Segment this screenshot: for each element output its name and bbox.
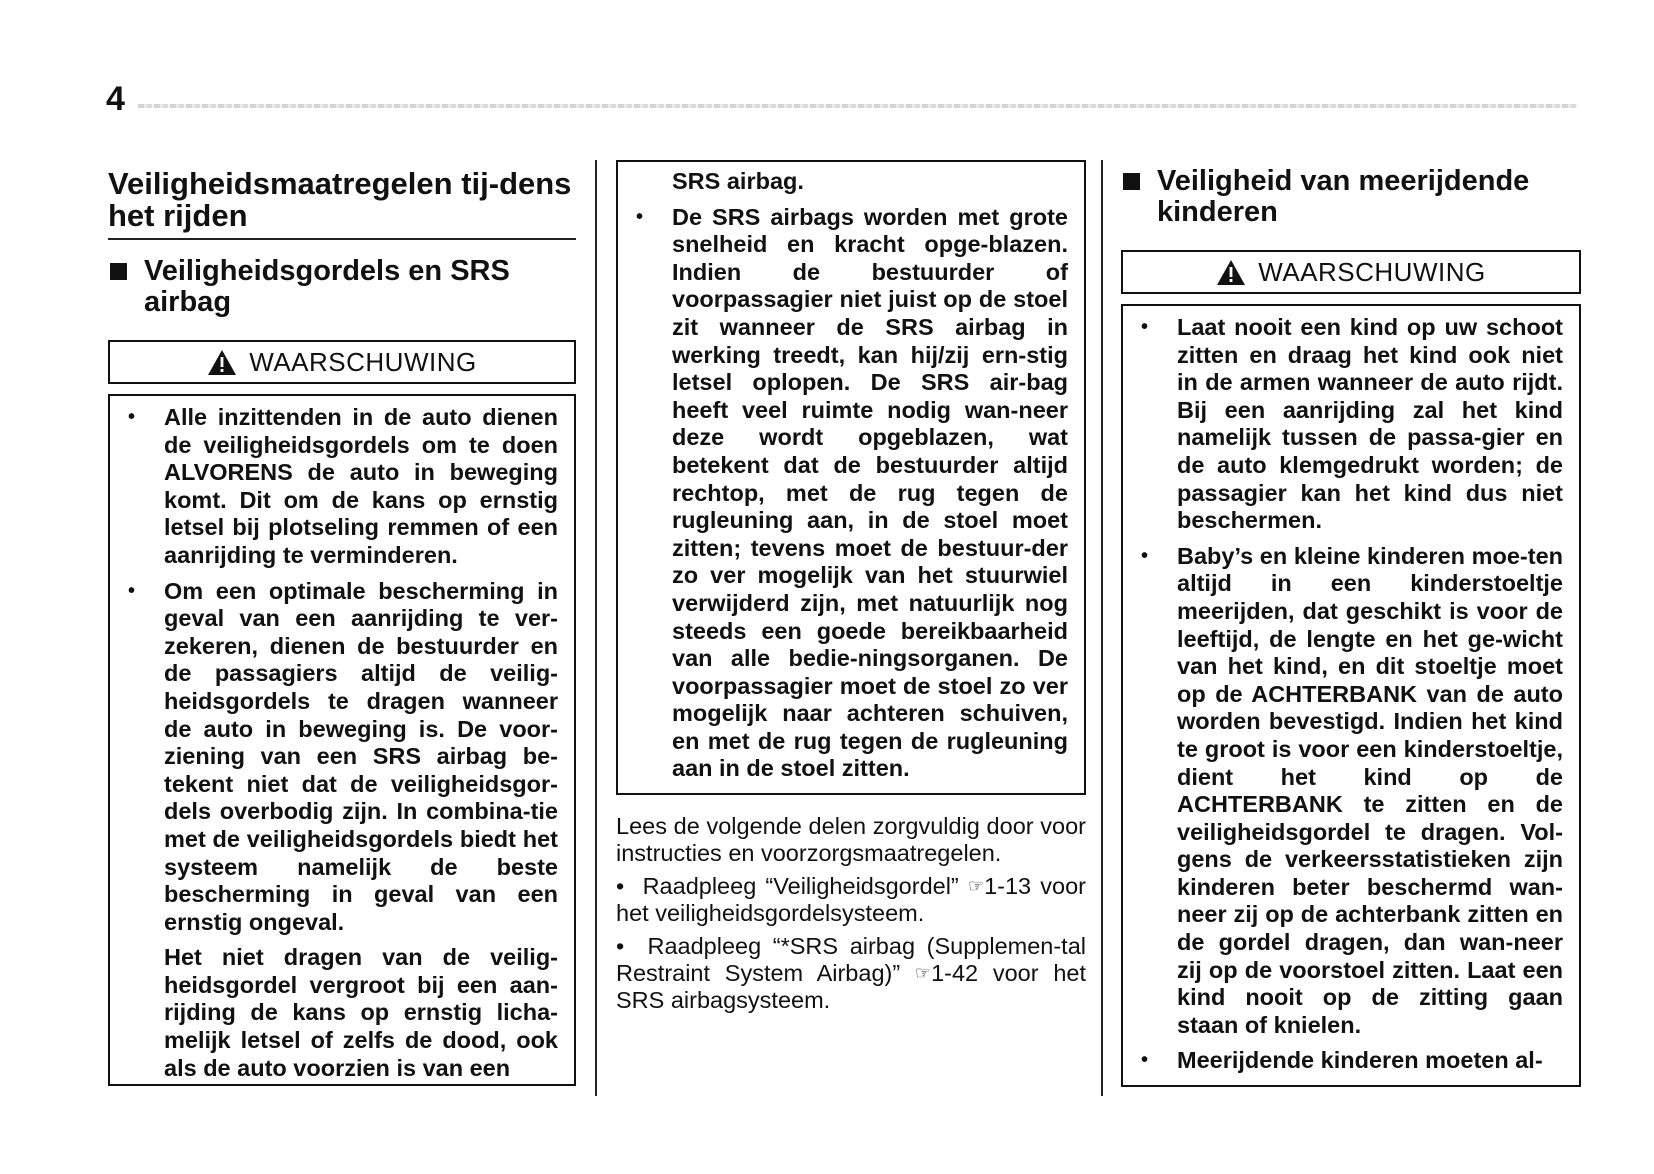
list-item-text: Laat nooit een kind op uw schoot zitten en draag het kind ook niet in de armen wanneer de auto rijdt. Bij een aanrijding zal het kind namelijk tussen de passa-gier en de auto klemgedrukt worden; de passagier kan het kind dus niet beschermen. — [1177, 314, 1563, 534]
list-item — [1139, 543, 1563, 1040]
black-square-icon — [110, 263, 127, 280]
warning-label: WAARSCHUWING — [1258, 256, 1486, 287]
sub-heading-text: Veiligheidsgordels en SRS airbag — [144, 255, 510, 318]
reference-airbag — [616, 933, 1086, 1014]
page-number: 4 — [106, 80, 125, 118]
bullet-icon: • — [128, 406, 136, 428]
bullet-icon: • — [616, 873, 625, 900]
reference-text: Raadpleeg “*SRS airbag (Supplemen-tal Restraint System Airbag)” — [616, 933, 1086, 987]
column-right — [1121, 160, 1581, 1087]
bullet-icon: • — [1141, 544, 1149, 567]
list-item — [126, 404, 558, 570]
column-divider-left — [595, 160, 597, 1096]
warning-triangle-icon — [207, 349, 237, 376]
column-left — [108, 160, 576, 1086]
black-square-icon — [1123, 173, 1140, 190]
bullet-icon: • — [616, 933, 625, 960]
list-item — [634, 204, 1068, 783]
warning-box-continued — [616, 160, 1086, 795]
intro-paragraph: Lees de volgende delen zorgvuldig door voor instructies en voorzorgsmaatregelen. — [616, 813, 1086, 867]
list-item — [1139, 1047, 1563, 1075]
warning-triangle-icon — [1216, 259, 1246, 286]
reference-text-after: voor het veiligheidsgordelsysteem. — [616, 873, 1087, 927]
list-item-text: Baby’s en kleine kinderen moe-ten altijd in een kinderstoeltje meerijden, dat geschikt is voor de leeftijd, de lengte en het ge-wicht van het kind, en dit stoeltje moet op de ACHTERBANK van de auto worden bevestigd. Indien het kind te groot is voor een kinderstoeltje, dient het kind op de ACHTERBANK te zitten en de veiligheidsgordel te dragen. Vol-gens de verkeersstatistieken zijn kinderen beter beschermd wan-neer zij op de achterbank zitten en de gordel dragen, dan wan-neer zij op de voorstoel zitten. Laat een kind nooit op de zitting gaan staan of knielen. — [1177, 542, 1563, 1038]
warning-header — [108, 340, 576, 384]
continuation-paragraph: Het niet dragen van de veilig-heidsgordel vergroot bij een aan-rijding de kans op ernstig licha-melijk letsel of zelfs de dood, ook als de auto voorzien is van een — [164, 944, 558, 1081]
sub-heading-text: Veiligheid van meerijdende kinderen — [1157, 165, 1530, 228]
sub-heading-children — [1121, 166, 1581, 228]
warning-header — [1121, 250, 1581, 294]
list-item-text: Alle inzittenden in de auto dienen de veiligheidsgordels om te doen ALVORENS de auto in beweging komt. Dit om de kans op ernstig letsel bij plotseling remmen of een aanrijding te verminderen. — [164, 404, 558, 568]
reference-text: Raadpleeg “Veiligheidsgordel” — [642, 873, 959, 900]
column-middle — [616, 160, 1086, 1014]
warning-box — [1121, 304, 1581, 1087]
reference-page-link[interactable]: 1-13 — [984, 873, 1032, 900]
page-reference-icon: ☞ — [914, 963, 932, 984]
header-rule — [138, 104, 1578, 108]
bullet-icon: • — [1141, 1049, 1149, 1072]
list-item-text: Meerijdende kinderen moeten al- — [1177, 1047, 1543, 1074]
warning-box — [108, 394, 576, 1086]
warning-label: WAARSCHUWING — [249, 346, 477, 377]
reference-page-link[interactable]: 1-42 — [931, 960, 979, 987]
sub-heading-seatbelts — [108, 256, 576, 318]
continued-line: SRS airbag. — [672, 168, 804, 194]
column-divider-right — [1101, 160, 1103, 1096]
bullet-icon: • — [1141, 316, 1149, 338]
page-reference-icon: ☞ — [967, 876, 985, 897]
reference-seatbelt — [616, 873, 1086, 927]
section-title: Veiligheidsmaatregelen tij-dens het rijden — [108, 168, 576, 240]
list-item-text: Om een optimale bescherming in geval van een aanrijding te ver-zekeren, dienen de bestuurder en de passagiers altijd de veilig-heidsgordels te dragen wanneer de auto in beweging is. De voor-ziening van een SRS airbag be-tekent niet dat de veiligheidsgor-dels overbodig zijn. In combina-tie met de veiligheidsgordels biedt het systeem namelijk de beste bescherming in geval van een ernstig ongeval. — [164, 577, 558, 935]
list-item-text: De SRS airbags worden met grote snelheid en kracht opge-blazen. Indien de bestuurder of voorpassagier niet juist op de stoel zit wanneer de SRS airbag in werking treedt, kan hij/zij ern-stig letsel oplopen. De SRS air-bag heeft veel ruimte nodig wan-neer deze wordt opgeblazen, wat betekent dat de bestuurder altijd rechtop, met de rug tegen de rugleuning aan, in de stoel moet zitten; tevens moet de bestuur-der zo ver mogelijk van het stuurwiel verwijderd zijn, met natuurlijk nog steeds een goede bereikbaarheid van alle bedie-ningsorganen. De voorpassagier moet de stoel zo ver mogelijk naar achteren schuiven, en met de rug tegen de rugleuning aan in de stoel zitten. — [672, 203, 1068, 782]
list-item — [126, 578, 558, 937]
reference-text-after: voor het SRS airbagsysteem. — [616, 960, 1086, 1014]
list-item — [1139, 314, 1563, 535]
bullet-icon: • — [636, 205, 644, 228]
bullet-icon: • — [128, 579, 136, 602]
